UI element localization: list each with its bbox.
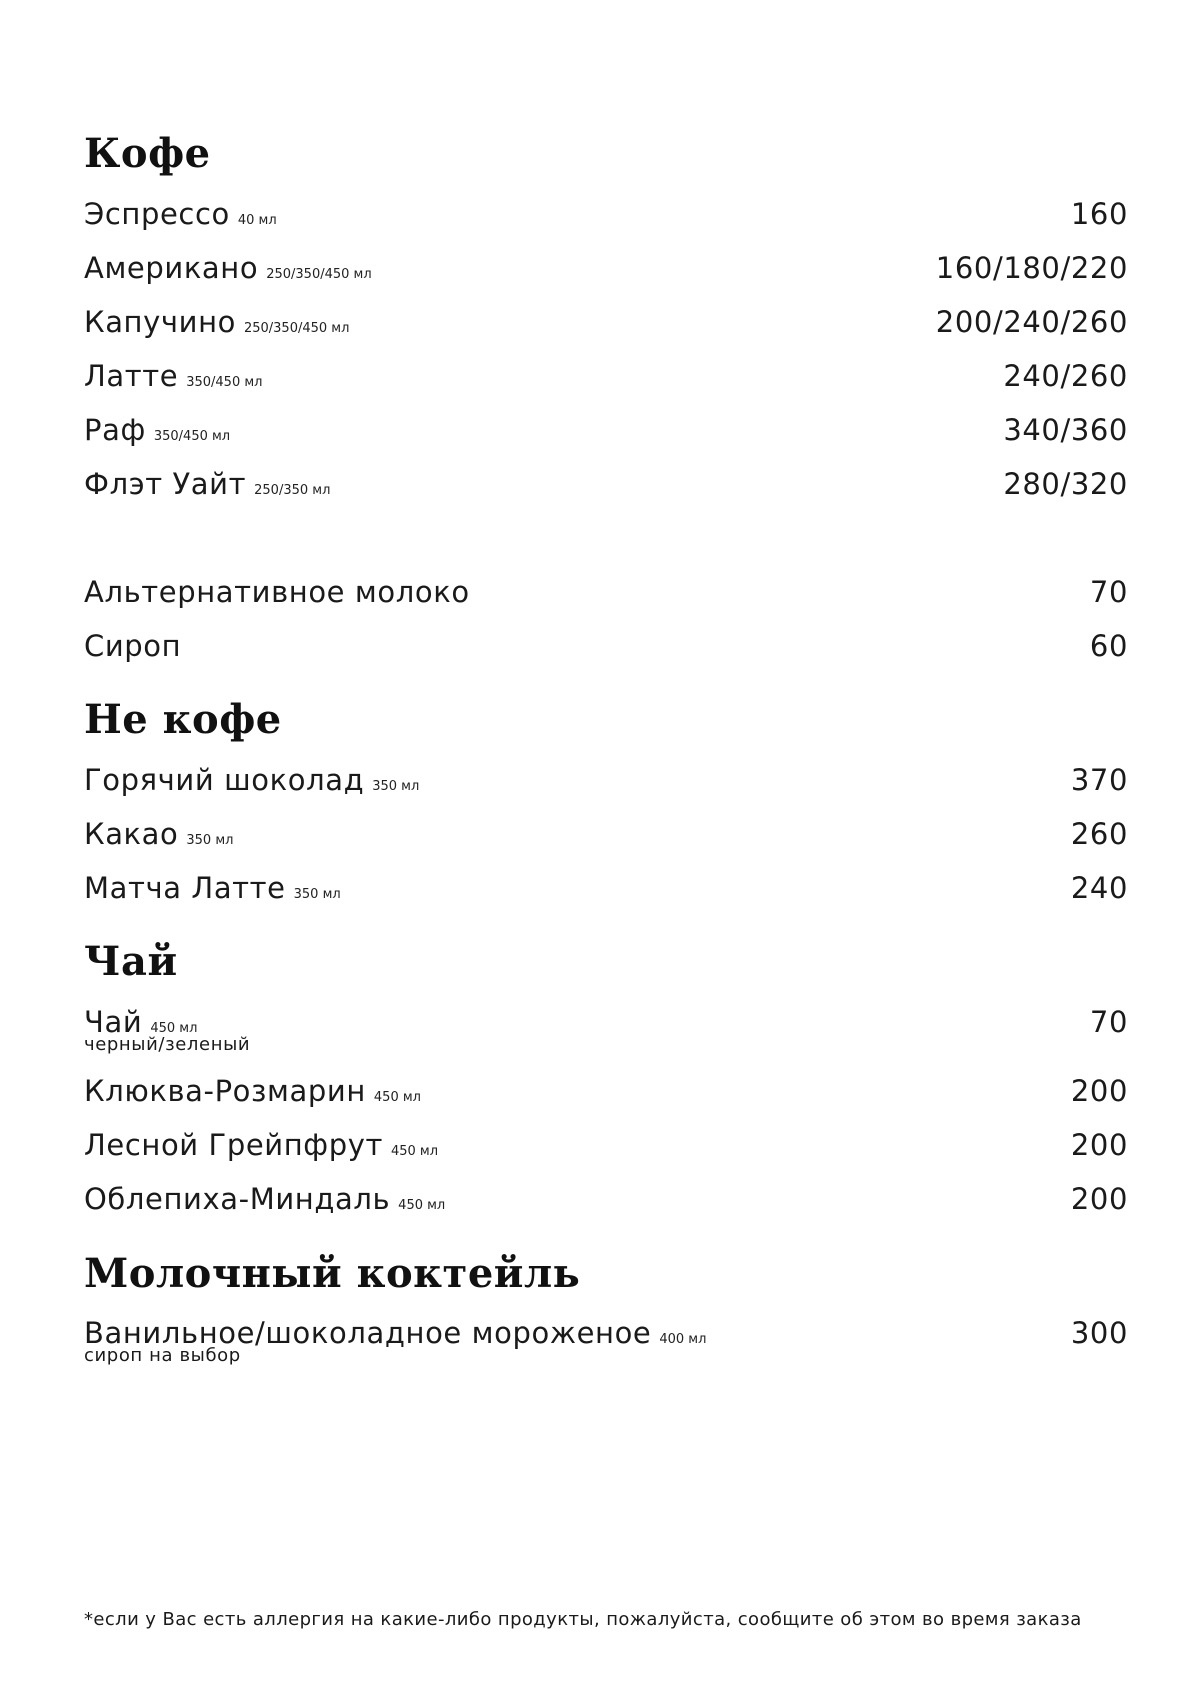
- item-volume: 250/350 мл: [254, 483, 331, 498]
- item-subtitle: черный/зеленый: [84, 1034, 251, 1055]
- item-volume: 450 мл: [390, 1144, 439, 1159]
- item-price: 200: [1070, 1074, 1128, 1108]
- menu-item-cranberry-rosemary: [84, 1073, 1128, 1113]
- menu-item-tea: [84, 1004, 1128, 1060]
- menu-item-alt-milk: [84, 574, 1128, 614]
- item-volume: 350 мл: [186, 833, 234, 848]
- item-name: Эспрессо: [84, 197, 230, 231]
- item-price: 160: [1070, 197, 1128, 231]
- item-name: Ванильное/шоколадное мороженое: [84, 1316, 652, 1350]
- item-name: Сироп: [84, 629, 182, 663]
- menu-item-matcha-latte: [84, 870, 1128, 910]
- item-price: 200/240/260: [935, 305, 1128, 339]
- item-name: Какао: [84, 817, 179, 851]
- menu-item-flat-white: [84, 466, 1128, 506]
- menu-item-syrup: [84, 628, 1128, 668]
- menu-item-hot-chocolate: [84, 762, 1128, 802]
- item-volume: 350 мл: [372, 779, 420, 794]
- item-price: 300: [1070, 1316, 1128, 1350]
- item-volume: 350/450 мл: [153, 429, 231, 444]
- item-volume: 450 мл: [373, 1090, 421, 1105]
- item-price: 70: [1089, 575, 1128, 609]
- item-name: Матча Латте: [84, 871, 286, 905]
- item-price: 200: [1070, 1182, 1128, 1216]
- item-volume: 350 мл: [293, 887, 341, 902]
- menu-item-latte: [84, 358, 1128, 398]
- allergy-footnote: *если у Вас есть аллергия на какие-либо продукты, пожалуйста, сообщите об этом во время заказа: [84, 1609, 1082, 1630]
- item-volume: 350/450 мл: [186, 375, 263, 390]
- menu-item-cocoa: [84, 816, 1128, 856]
- menu-item-sea-buckthorn-almond: [84, 1181, 1128, 1221]
- item-name: Американо: [84, 251, 259, 285]
- menu-item-americano: [84, 250, 1128, 290]
- item-subtitle: сироп на выбор: [84, 1345, 241, 1366]
- item-price: 160/180/220: [935, 251, 1128, 285]
- item-price: 280/320: [1003, 467, 1128, 501]
- item-price: 340/360: [1003, 413, 1128, 447]
- section-title-not-coffee: Не кофе: [84, 696, 282, 743]
- item-name: Раф: [84, 413, 146, 447]
- item-price: 240/260: [1003, 359, 1128, 393]
- menu-item-cappuccino: [84, 304, 1128, 344]
- item-volume: 250/350/450 мл: [266, 267, 372, 282]
- item-price: 200: [1070, 1128, 1128, 1162]
- item-name: Клюква-Розмарин: [84, 1074, 366, 1108]
- menu-item-forest-grapefruit: [84, 1127, 1128, 1167]
- menu-item-raf: [84, 412, 1128, 452]
- item-volume: 400 мл: [659, 1332, 707, 1347]
- section-title-tea: Чай: [84, 938, 178, 985]
- item-name: Чай: [84, 1005, 143, 1039]
- item-volume: 450 мл: [150, 1021, 198, 1036]
- item-price: 370: [1070, 763, 1128, 797]
- item-name: Латте: [84, 359, 179, 393]
- item-price: 70: [1089, 1005, 1128, 1039]
- item-name: Флэт Уайт: [84, 467, 247, 501]
- item-price: 60: [1089, 629, 1128, 663]
- item-price: 240: [1070, 871, 1128, 905]
- menu-item-milkshake: [84, 1315, 1128, 1371]
- item-name: Альтернативное молоко: [84, 575, 470, 609]
- item-name: Лесной Грейпфрут: [84, 1128, 383, 1162]
- item-name: Капучино: [84, 305, 236, 339]
- item-volume: 450 мл: [398, 1198, 446, 1213]
- item-name: Горячий шоколад: [84, 763, 365, 797]
- item-price: 260: [1070, 817, 1128, 851]
- menu-item-espresso: [84, 196, 1128, 236]
- item-volume: 40 мл: [237, 213, 277, 228]
- item-name: Облепиха-Миндаль: [84, 1182, 391, 1216]
- item-volume: 250/350/450 мл: [243, 321, 350, 336]
- section-title-milkshake: Молочный коктейль: [84, 1250, 581, 1297]
- section-title-coffee: Кофе: [84, 130, 211, 177]
